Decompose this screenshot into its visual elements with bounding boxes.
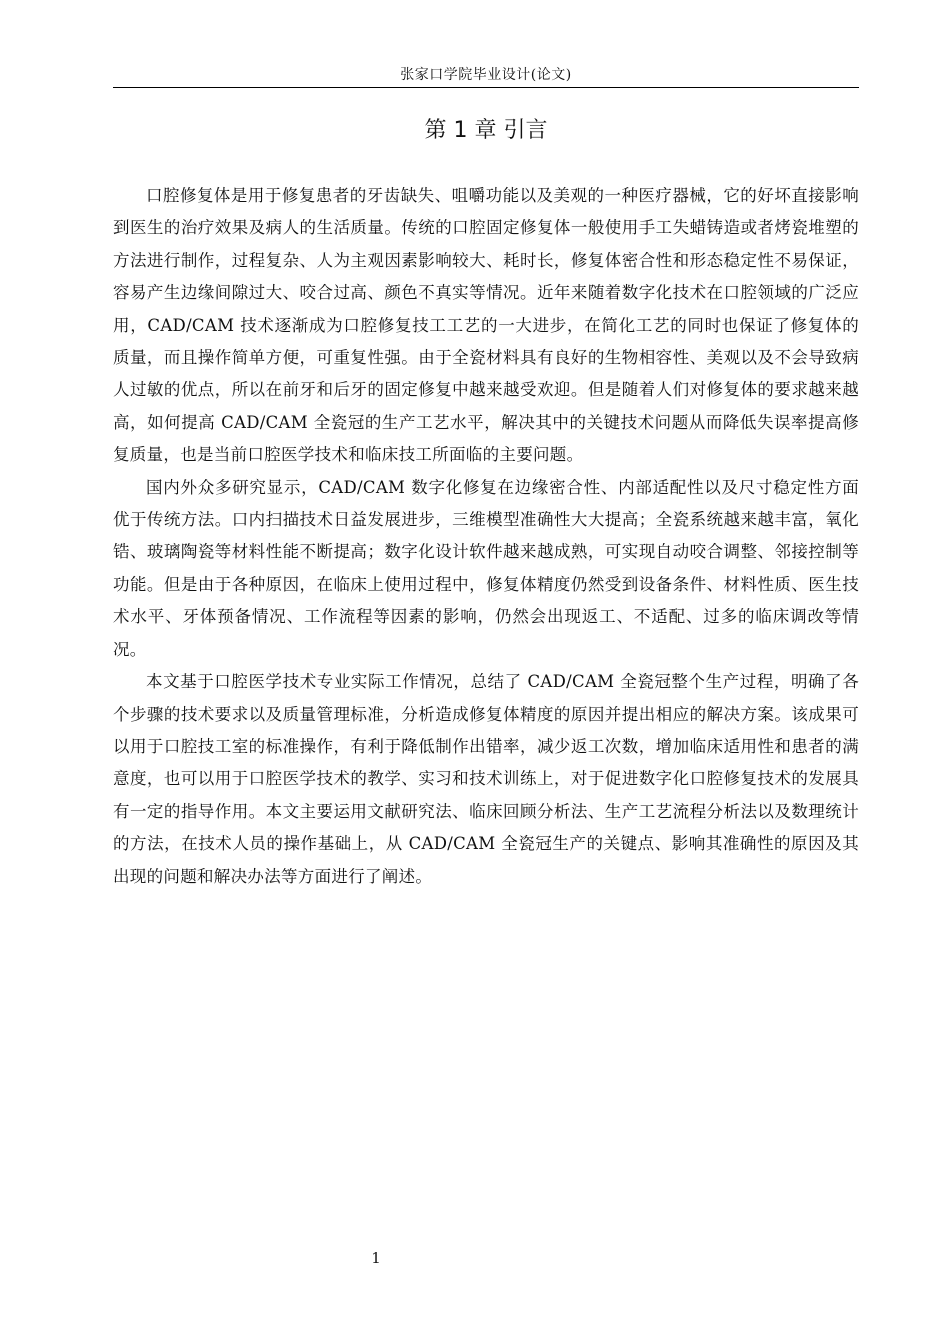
page-number: 1	[371, 1249, 381, 1267]
body-text	[113, 180, 859, 893]
running-header: 张家口学院毕业设计(论文)	[400, 67, 572, 83]
chapter-title: 第 1 章 引言	[424, 118, 548, 143]
paragraph-1: 口腔修复体是用于修复患者的牙齿缺失、咀嚼功能以及美观的一种医疗器械，它的好坏直接影响到医生的治疗效果及病人的生活质量。传统的口腔固定修复体一般使用手工失蜡铸造或者烤瓷堆塑的方法进行制作，过程复杂、人为主观因素影响较大、耗时长，修复体密合性和形态稳定性不易保证，容易产生边缘间隙过大、咬合过高、颜色不真实等情况。近年来随着数字化技术在口腔领域的广泛应用，CAD/CAM 技术逐渐成为口腔修复技工工艺的一大进步，在简化工艺的同时也保证了修复体的质量，而且操作简单方便，可重复性强。由于全瓷材料具有良好的生物相容性、美观以及不会导致病人过敏的优点，所以在前牙和后牙的固定修复中越来越受欢迎。但是随着人们对修复体的要求越来越高，如何提高 CAD/CAM 全瓷冠的生产工艺水平，解决其中的关键技术问题从而降低失误率提高修复质量，也是当前口腔医学技术和临床技工所面临的主要问题。	[113, 186, 859, 465]
paragraph-2: 国内外众多研究显示，CAD/CAM 数字化修复在边缘密合性、内部适配性以及尺寸稳定性方面优于传统方法。口内扫描技术日益发展进步，三维模型准确性大大提高；全瓷系统越来越丰富，氧化锆、玻璃陶瓷等材料性能不断提高；数字化设计软件越来越成熟，可实现自动咬合调整、邻接控制等功能。但是由于各种原因，在临床上使用过程中，修复体精度仍然受到设备条件、材料性质、医生技术水平、牙体预备情况、工作流程等因素的影响，仍然会出现返工、不适配、过多的临床调改等情况。	[113, 477, 859, 659]
header-rule	[113, 87, 859, 88]
paragraph-3: 本文基于口腔医学技术专业实际工作情况，总结了 CAD/CAM 全瓷冠整个生产过程，明确了各个步骤的技术要求以及质量管理标准，分析造成修复体精度的原因并提出相应的解决方案。该成果可以用于口腔技工室的标准操作，有利于降低制作出错率，减少返工次数，增加临床适用性和患者的满意度，也可以用于口腔医学技术的教学、实习和技术训练上，对于促进数字化口腔修复技术的发展具有一定的指导作用。本文主要运用文献研究法、临床回顾分析法、生产工艺流程分析法以及数理统计的方法，在技术人员的操作基础上，从 CAD/CAM 全瓷冠生产的关键点、影响其准确性的原因及其出现的问题和解决办法等方面进行了阐述。	[113, 672, 859, 886]
